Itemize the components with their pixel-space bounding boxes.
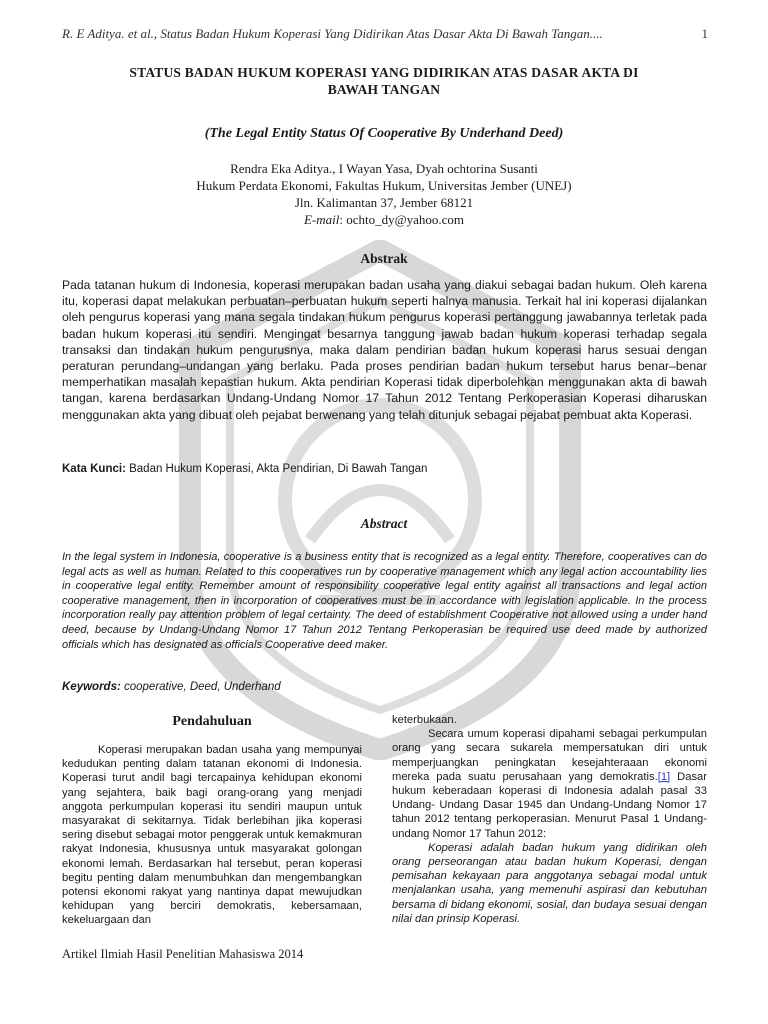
- abstract-heading: Abstract: [360, 516, 408, 531]
- abstrak-heading: Abstrak: [360, 251, 408, 266]
- intro-paragraph-right-b: Dasar hukum keberadaan koperasi di Indonesia adalah pasal 33 Undang- Undang Dasar 1945 dan Undang-Undang Nomor 17 tahun 2012 tentang perkoperasian. Menurut Pasal 1 Undang-undang Nomor 17 Tahun 2012:: [392, 770, 708, 840]
- page-number: 1: [701, 26, 708, 41]
- author-names: Rendra Eka Aditya., I Wayan Yasa, Dyah ochtorina Susanti: [230, 161, 538, 176]
- paper-title: [62, 64, 706, 98]
- author-affiliation: Hukum Perdata Ekonomi, Fakultas Hukum, Universitas Jember (UNEJ): [196, 178, 572, 193]
- intro-continuation: keterbukaan.: [392, 714, 457, 726]
- right-column: [392, 713, 707, 926]
- kata-kunci-label: Kata Kunci:: [62, 463, 126, 475]
- legal-quote: Koperasi adalah badan hukum yang didirikan oleh orang perseorangan atau badan hukum Koperasi, dengan pemisahan kekayaan para anggotanya sebagai modal untuk menjalankan usaha, yang memenuhi aspirasi dan kebutuhan bersama di bidang ekonomi, sosial, dan budaya sesuai dengan nilai dan prinsip Koperasi.: [392, 841, 707, 925]
- title-line-2: BAWAH TANGAN: [327, 82, 441, 97]
- english-title: (The Legal Entity Status Of Cooperative By Underhand Deed): [204, 126, 564, 141]
- author-address: Jln. Kalimantan 37, Jember 68121: [294, 195, 474, 210]
- intro-paragraph-right-a: Secara umum koperasi dipahami sebagai perkumpulan orang yang secara sukarela mempersatukan diri untuk memperjuangkan peningkatan kesejahteraaan ekonomi mereka pada suatu perusahaan yang demokratis.: [392, 728, 707, 783]
- email-label: E-mail: [303, 212, 340, 227]
- kata-kunci-values: Badan Hukum Koperasi, Akta Pendirian, Di Bawah Tangan: [125, 463, 428, 475]
- author-email: [62, 211, 706, 228]
- pendahuluan-heading: Pendahuluan: [172, 714, 252, 729]
- keywords-label: Keywords:: [62, 681, 121, 693]
- running-head: R. E Aditya. et al., Status Badan Hukum Koperasi Yang Didirikan Atas Dasar Akta Di Bawah Tangan....: [62, 26, 603, 41]
- intro-paragraph-right: [392, 727, 707, 841]
- page-footer: Artikel Ilmiah Hasil Penelitian Mahasiswa 2014: [62, 947, 304, 961]
- reference-link-1[interactable]: [1]: [657, 770, 671, 783]
- keywords: [62, 681, 707, 693]
- keywords-values: cooperative, Deed, Underhand: [120, 681, 281, 693]
- kata-kunci: [62, 463, 707, 475]
- title-line-1: STATUS BADAN HUKUM KOPERASI YANG DIDIRIKAN ATAS DASAR AKTA DI: [129, 65, 639, 80]
- abstract-body: In the legal system in Indonesia, cooperative is a business entity that is recognized as a legal entity. Therefore, cooperatives can do legal acts as well as human. Related to this cooperatives run by cooperative management which any legal action accountability lies in cooperative legal entity. Remember amount of responsibility cooperative legal entity against all transactions and legal action cooperative management, then in incorporation of cooperatives must be in accordance with legislation applicable. In the process incorporation really pay attention problem of legal certainty. The deed of establishment Cooperative not allowed using a under hand deed, because by Undang-Undang Nomor 17 Tahun 2012 Tentang Perkoperasian be required use deed made by authorized officials which has designated as officials Cooperative deed maker.: [62, 551, 707, 651]
- left-column: [62, 743, 362, 928]
- abstrak-body: Pada tatanan hukum di Indonesia, koperasi merupakan badan usaha yang diakui sebagai badan hukum. Oleh karena itu, koperasi dapat melakukan perbuatan–perbuatan hukum seperti halnya manusia. Terkait hal ini koperasi dijalankan oleh pengurus koperasi yang mana segala tindakan hukum pengurus koperasi pertanggung jawabannya terletak pada badan hukum koperasi itu sendiri. Mengingat besarnya tanggung jawab badan hukum koperasi terhadap segala transaksi dan tindakan hukum pengurusnya, maka dalam pendirian badan hukum koperasi harus sesuai dengan peraturan perundang–undangan yang berlaku. Pada proses pendirian badan hukum tersebut harus benar–benar memperhatikan masalah kepastian hukum. Akta pendirian Koperasi tidak diperbolehkan menggunakan akta di bawah tangan, karena berdasarkan Undang-Undang Nomor 17 Tahun 2012 Tentang Perkoperasian Koperasi diharuskan menggunakan akta yang dibuat oleh pejabat berwenang yang telah ditunjuk sebagai pejabat pembuat akta Koperasi.: [62, 278, 707, 422]
- intro-paragraph-left: Koperasi merupakan badan usaha yang mempunyai kedudukan penting dalam tatanan ekonomi di Indonesia. Koperasi turut andil bagi tercapainya kehidupan ekonomi yang sejahtera, baik bagi orang-orang yang menjadi anggota perkumpulan koperasi itu sendiri maupun untuk masyarakat di sekitarnya. Tidak berlebihan jika koperasi sering disebut sebagai motor penggerak untuk kemakmuran rakyat Indonesia, khususnya untuk masyarakat golongan ekonomi lemah. Berdasarkan hal tersebut, peran koperasi begitu penting dalam menumbuhkan dan mengembangkan potensi ekonomi rakyat yang nantinya dapat mewujudkan kehidupan yang berciri demokratis, kebersamaan, kekeluargaan dan: [62, 744, 362, 927]
- author-block: [62, 160, 706, 228]
- email-address: : ochto_dy@yahoo.com: [339, 212, 464, 227]
